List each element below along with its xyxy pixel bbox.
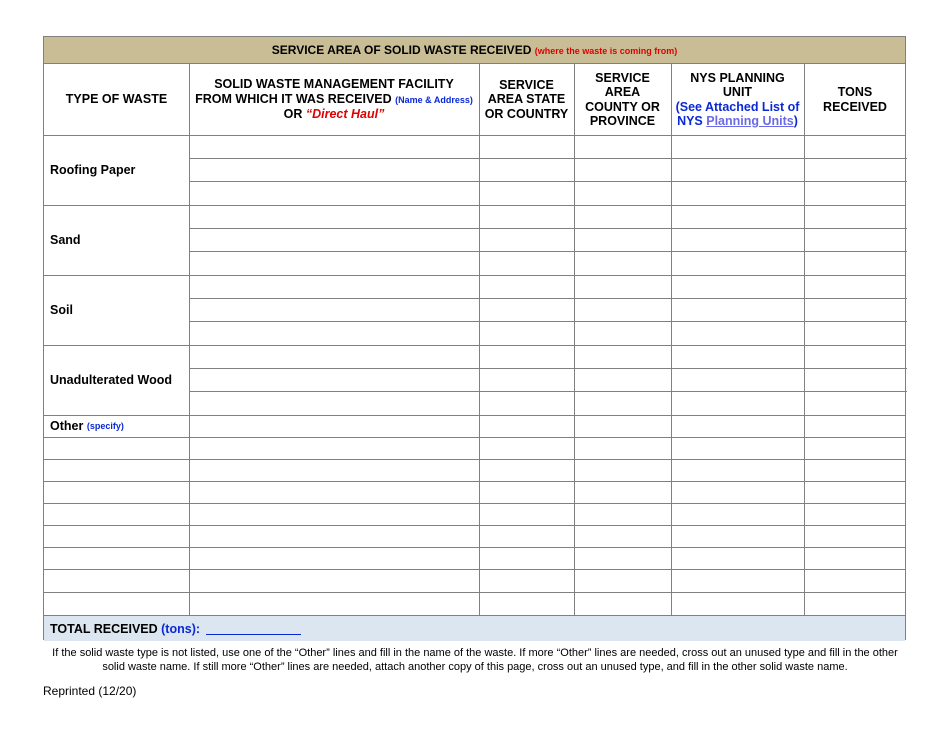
header-facility-name-address: (Name & Address): [395, 94, 473, 105]
waste-service-area-form: [43, 36, 906, 640]
header-facility: [189, 64, 479, 135]
header-planning-see: (See Attached List of NYS: [675, 99, 800, 128]
header-service-area-county: SERVICE AREA COUNTY OR PROVINCE: [585, 70, 660, 128]
grid-line: [44, 205, 905, 206]
header-type-of-waste: TYPE OF WASTE: [65, 92, 168, 107]
header-planning-title: NYS PLANNING UNIT: [690, 70, 785, 99]
header-facility-or: OR: [283, 107, 303, 122]
grid-line: [44, 481, 905, 482]
grid-line: [189, 228, 907, 229]
grid-line: [44, 459, 905, 460]
waste-type-roofing-paper: Roofing Paper: [50, 163, 136, 177]
total-received-row: [44, 615, 905, 641]
banner-subtitle: (where the waste is coming from): [534, 46, 678, 56]
grid-line: [44, 135, 905, 136]
grid-line: [44, 569, 905, 570]
grid-line: [44, 592, 905, 593]
total-label: TOTAL RECEIVED: [50, 621, 158, 636]
grid-line: [189, 391, 907, 392]
grid-line: [44, 547, 905, 548]
banner-title: SERVICE AREA OF SOLID WASTE RECEIVED: [271, 43, 532, 57]
waste-type-unadulterated-wood: Unadulterated Wood: [50, 373, 172, 387]
waste-type-sand: Sand: [50, 233, 81, 247]
grid-line: [189, 321, 907, 322]
total-tons-input[interactable]: [206, 622, 301, 635]
other-specify: (specify): [86, 421, 124, 431]
grid-line: [44, 525, 905, 526]
header-planning-unit: NYS PLANNING UNIT (See Attached List of NYS Planning Units): [675, 70, 800, 128]
grid-line: [189, 158, 907, 159]
grid-line: [44, 415, 905, 416]
grid-line: [189, 368, 907, 369]
waste-type-soil: Soil: [50, 303, 73, 317]
grid-line: [189, 181, 907, 182]
grid-line: [804, 64, 805, 615]
header-service-area-state: SERVICE AREA STATE OR COUNTRY: [484, 77, 569, 121]
total-unit: (tons):: [161, 621, 201, 636]
footnote: If the solid waste type is not listed, use one of the “Other” lines and fill in the name of the waste. If more “Other” lines are needed, cross out an unused type and fill in the other solid waste name. If still more “Other” lines are needed, attach another copy of this page, cross out an unused type, and fill in the other solid waste name.: [52, 647, 898, 673]
grid-line: [189, 298, 907, 299]
grid-line: [44, 345, 905, 346]
grid-line: [671, 64, 672, 615]
waste-type-other: Other (specify): [50, 419, 124, 433]
grid-line: [479, 64, 480, 615]
grid-line: [189, 251, 907, 252]
section-banner: [44, 37, 905, 64]
reprinted-date: Reprinted (12/20): [43, 684, 137, 698]
grid-line: [189, 64, 190, 615]
grid-line: [44, 503, 905, 504]
grid-line: [44, 275, 905, 276]
header-facility-text: SOLID WASTE MANAGEMENT FACILITY FROM WHICH IT WAS RECEIVED: [195, 77, 454, 106]
grid-line: [44, 437, 905, 438]
grid-line: [574, 64, 575, 615]
header-tons-received: TONS RECEIVED: [823, 85, 887, 114]
header-direct-haul: “Direct Haul”: [305, 107, 385, 122]
planning-units-link[interactable]: Planning Units: [706, 114, 794, 128]
